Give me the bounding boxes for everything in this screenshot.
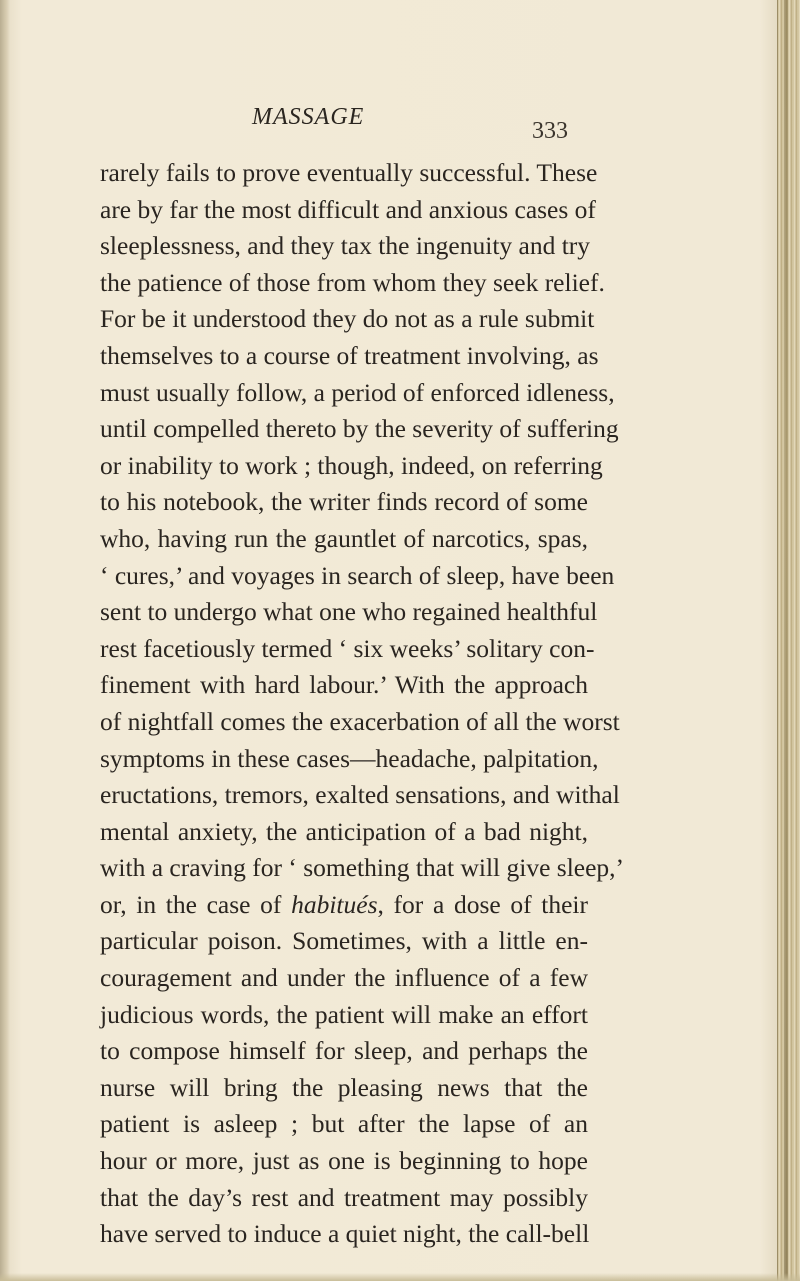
text-line: the patience of those from whom they seek relief.: [100, 267, 605, 297]
text-line: or inability to work ; though, indeed, on referring: [100, 450, 603, 480]
text-line: eructations, tremors, exalted sensations, and withal: [100, 780, 620, 810]
text-segment: , for a dose of their: [377, 889, 589, 919]
binding-gutter: [0, 0, 10, 1281]
text-line: rarely fails to prove eventually successful. These: [100, 158, 598, 187]
text-line-with-italic: [100, 887, 588, 924]
text-line: symptoms in these cases—headache, palpitation,: [100, 743, 599, 773]
text-line: to compose himself for sleep, and perhaps the: [100, 1036, 588, 1066]
text-line: sent to undergo what one who regained healthful: [100, 597, 598, 627]
text-line: that the day’s rest and treatment may possibly: [100, 1182, 588, 1212]
text-line: rest facetiously termed ‘ six weeks’ solitary con-: [100, 633, 595, 663]
text-segment: or, in the case of: [100, 889, 292, 919]
text-line: are by far the most difficult and anxious cases of: [100, 194, 596, 224]
text-line: sleeplessness, and they tax the ingenuity and try: [100, 231, 591, 261]
text-line: For be it understood they do not as a rule submit: [100, 304, 595, 334]
page-number: 333: [532, 118, 568, 144]
text-line: patient is asleep ; but after the lapse of an: [100, 1109, 588, 1139]
text-line: ‘ cures,’ and voyages in search of sleep, have been: [100, 560, 615, 590]
body-text: [100, 155, 788, 1253]
text-line: finement with hard labour.’ With the approach: [100, 670, 588, 700]
text-line: to his notebook, the writer finds record of some: [100, 487, 588, 517]
text-line: until compelled thereto by the severity of suffering: [100, 414, 619, 444]
text-line: have served to induce a quiet night, the call-bell: [100, 1219, 590, 1249]
text-line: must usually follow, a period of enforced idleness,: [100, 377, 615, 407]
text-line: mental anxiety, the anticipation of a bad night,: [100, 816, 588, 846]
running-head: MASSAGE: [252, 104, 365, 130]
bottom-edge: [0, 1273, 800, 1281]
text-line: themselves to a course of treatment involving, as: [100, 340, 599, 370]
text-line: nurse will bring the pleasing news that the: [100, 1072, 588, 1102]
text-line: hour or more, just as one is beginning to hope: [100, 1146, 588, 1176]
text-line: with a craving for ‘ something that will give sleep,’: [100, 853, 625, 883]
text-line: judicious words, the patient will make an effort: [100, 999, 588, 1029]
text-line: particular poison. Sometimes, with a little en-: [100, 926, 588, 956]
text-line: couragement and under the influence of a few: [100, 963, 588, 993]
text-line: who, having run the gauntlet of narcotics, spas,: [100, 523, 588, 553]
italic-term: habitués: [291, 889, 378, 919]
text-line: of nightfall comes the exacerbation of all the worst: [100, 706, 620, 736]
